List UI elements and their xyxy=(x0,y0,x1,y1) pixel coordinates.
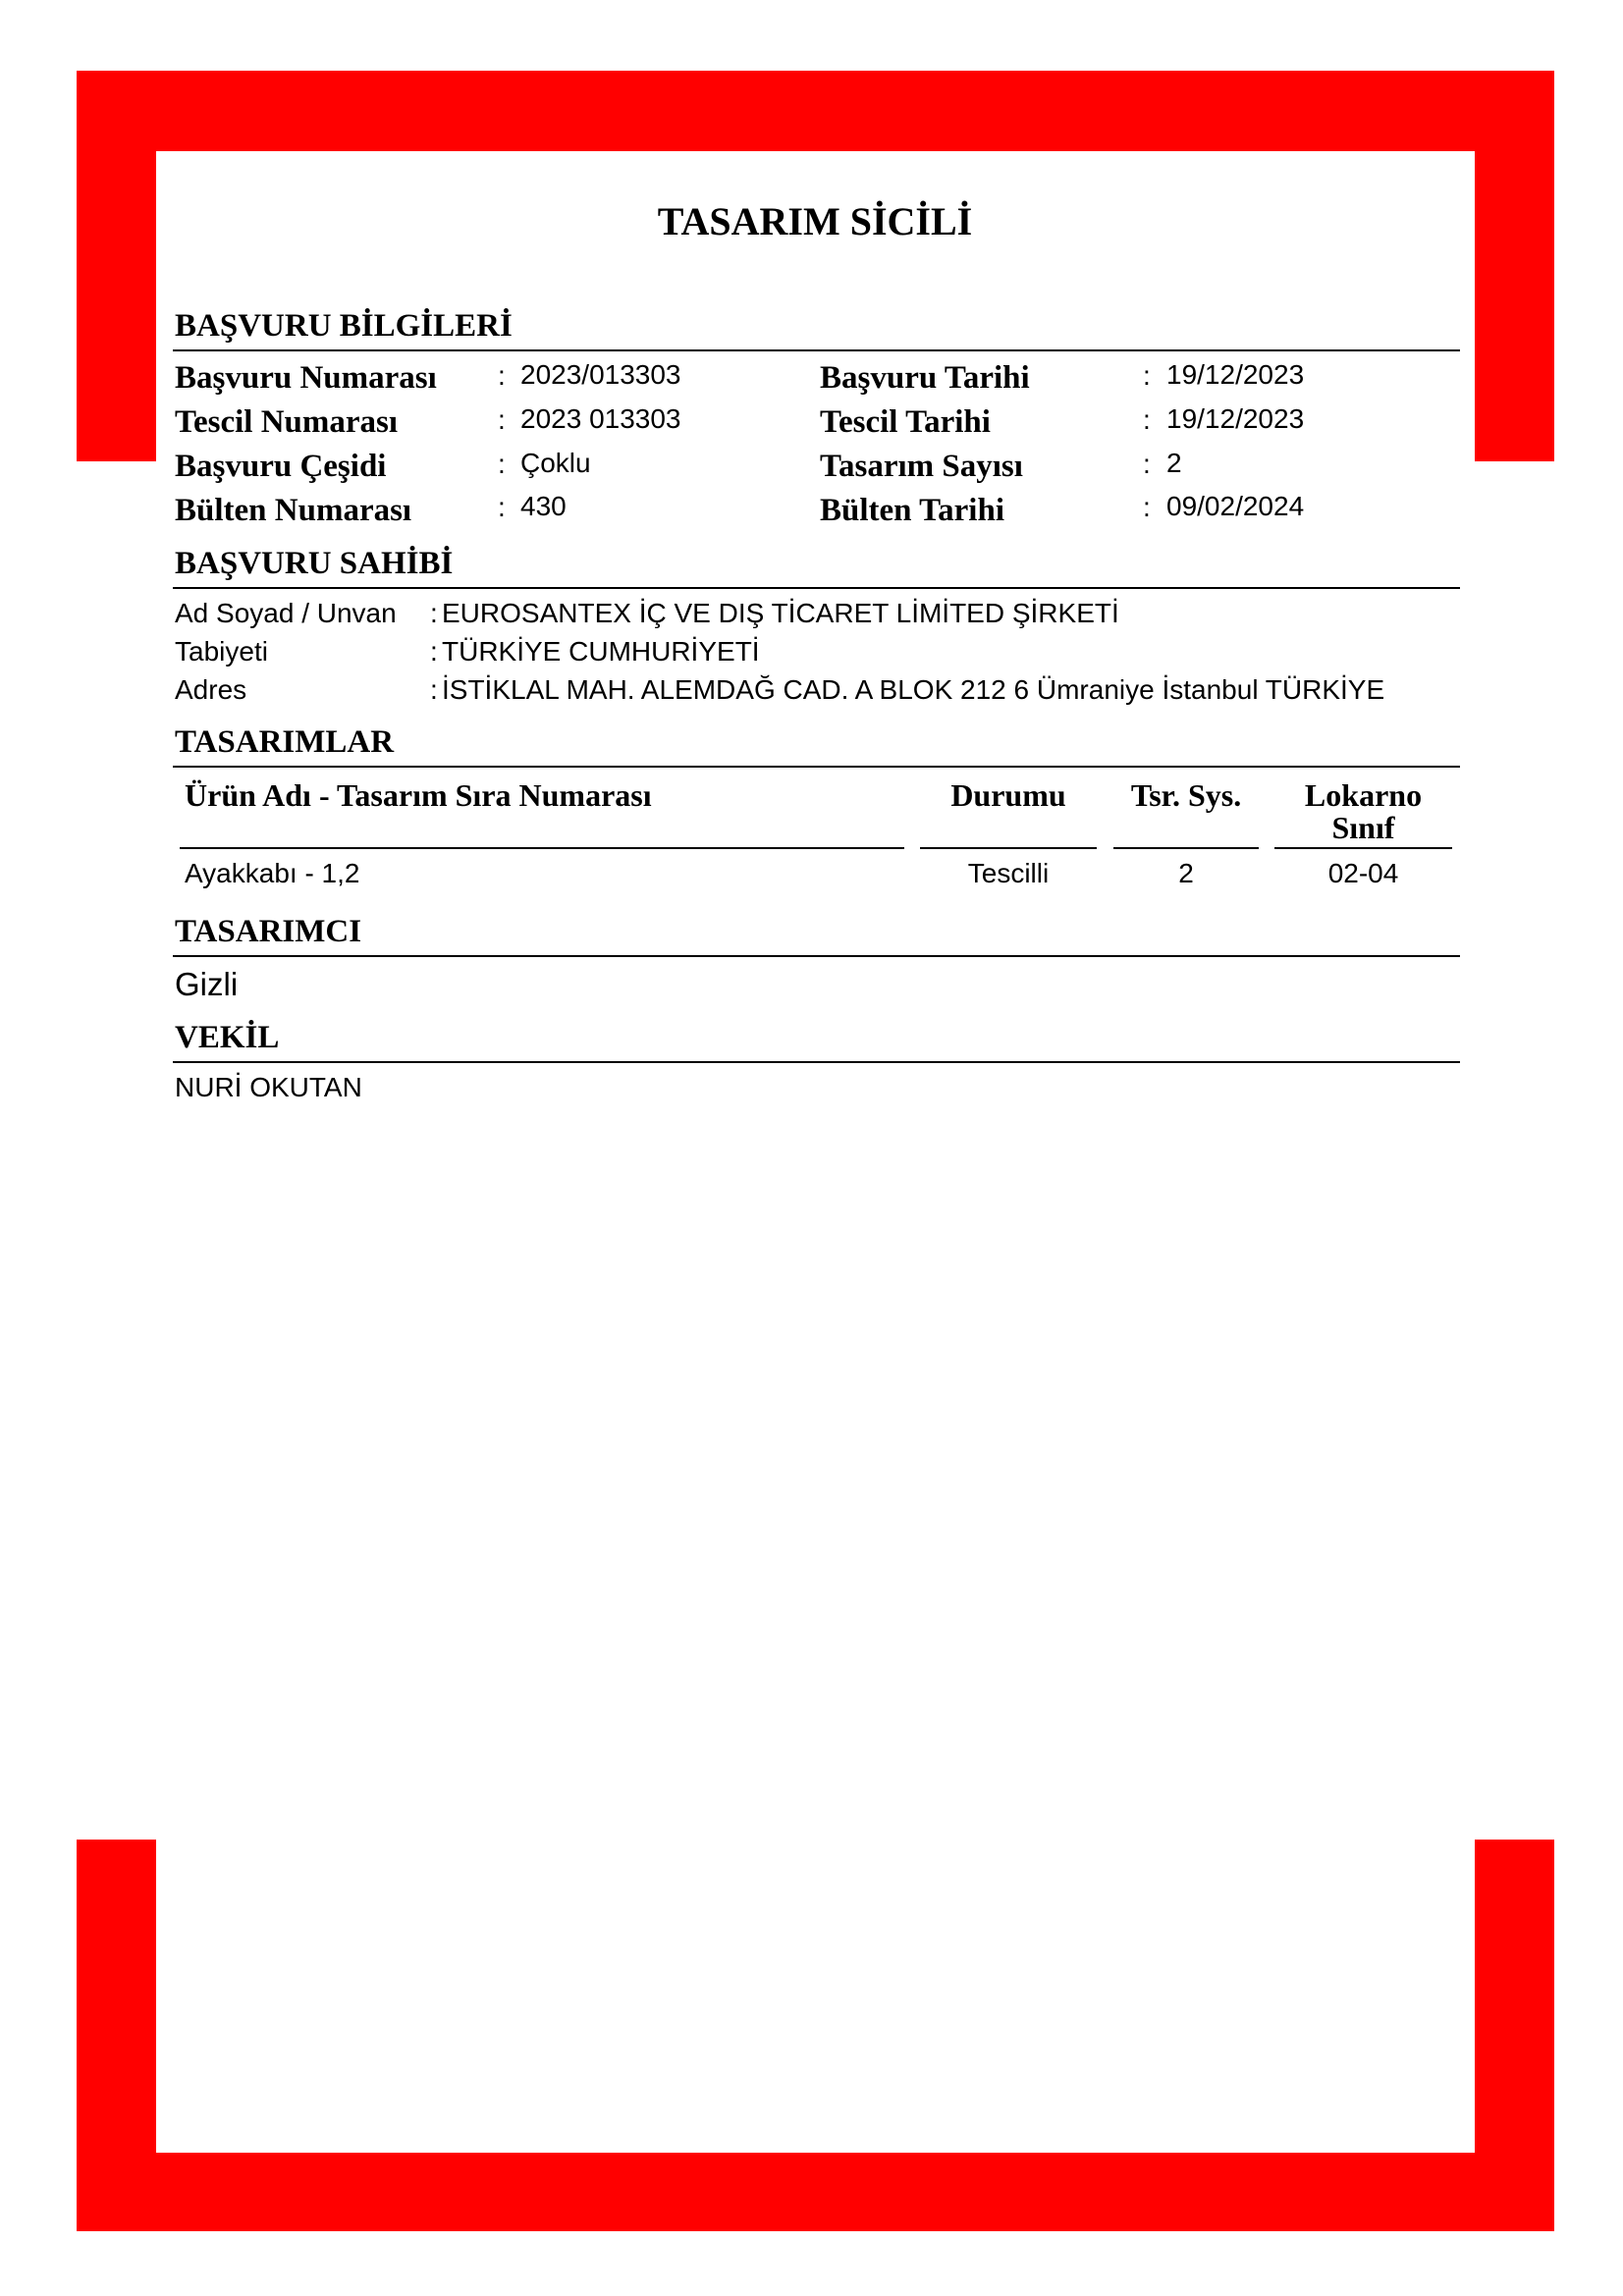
designer-heading: TASARIMCI xyxy=(175,914,362,949)
frame-bottom-bar xyxy=(77,2153,1554,2231)
attorney-value: NURİ OKUTAN xyxy=(175,1072,362,1102)
frame-top-left-leg xyxy=(77,71,156,461)
design-count-colon: : xyxy=(1143,449,1151,479)
designs-rule xyxy=(173,766,1460,768)
applicant-name-label: Ad Soyad / Unvan xyxy=(175,598,397,628)
application-date-colon: : xyxy=(1143,360,1151,391)
designs-col-locarno: Lokarno xyxy=(1304,777,1423,813)
design-count-value: 2 xyxy=(1166,448,1182,478)
designs-heading: TASARIMLAR xyxy=(175,724,395,760)
designs-col-product: Ürün Adı - Tasarım Sıra Numarası xyxy=(185,777,652,813)
attorney-heading: VEKİL xyxy=(175,1020,280,1055)
bulletin-date-value: 09/02/2024 xyxy=(1166,491,1305,521)
design-row-count: 2 xyxy=(1178,858,1194,888)
applicant-address-label: Adres xyxy=(175,674,247,705)
design-row-locarno: 02-04 xyxy=(1327,858,1399,888)
design-count-label: Tasarım Sayısı xyxy=(820,449,1023,484)
designs-col-status-underline xyxy=(920,847,1097,849)
document-title: TASARIM SİCİLİ xyxy=(657,199,973,243)
applicant-name-value: EUROSANTEX İÇ VE DIŞ TİCARET LİMİTED ŞİRKETİ xyxy=(442,598,1119,628)
frame-bottom-right-leg xyxy=(1475,1840,1554,2231)
applicant-nationality-value: TÜRKİYE CUMHURİYETİ xyxy=(442,636,760,667)
applicant-rule xyxy=(173,587,1460,589)
applicant-address-value: İSTİKLAL MAH. ALEMDAĞ CAD. A BLOK 212 6 Ümraniye İstanbul TÜRKİYE xyxy=(442,674,1385,705)
designs-col-locarno-underline xyxy=(1274,847,1452,849)
frame-top-right-leg xyxy=(1475,71,1554,461)
bulletin-date-label: Bülten Tarihi xyxy=(820,493,1004,528)
registration-date-value: 19/12/2023 xyxy=(1166,403,1305,434)
applicant-nationality-label: Tabiyeti xyxy=(175,636,268,667)
designer-value: Gizli xyxy=(175,966,239,1002)
attorney-rule xyxy=(173,1061,1460,1063)
bulletin-number-label: Bülten Numarası xyxy=(175,493,412,528)
applicant-address-colon: : xyxy=(430,674,438,705)
frame-top-bar xyxy=(77,71,1554,151)
application-info-heading: BAŞVURU BİLGİLERİ xyxy=(175,308,513,344)
application-number-label: Başvuru Numarası xyxy=(175,360,437,396)
design-row-status: Tescilli xyxy=(967,858,1050,888)
registration-number-value: 2023 013303 xyxy=(520,403,681,434)
bulletin-number-colon: : xyxy=(498,492,506,522)
frame-bottom-left-leg xyxy=(77,1840,156,2231)
bulletin-number-value: 430 xyxy=(520,491,567,521)
applicant-name-colon: : xyxy=(430,598,438,628)
application-type-value: Çoklu xyxy=(520,448,591,478)
designs-col-product-underline xyxy=(180,847,904,849)
application-number-colon: : xyxy=(498,360,506,391)
designs-col-locarno-class: Sınıf xyxy=(1331,810,1395,845)
application-number-value: 2023/013303 xyxy=(520,359,681,390)
application-date-label: Başvuru Tarihi xyxy=(820,360,1030,396)
registration-date-label: Tescil Tarihi xyxy=(820,404,991,440)
application-date-value: 19/12/2023 xyxy=(1166,359,1305,390)
designs-col-count: Tsr. Sys. xyxy=(1130,777,1242,813)
application-type-label: Başvuru Çeşidi xyxy=(175,449,387,484)
registration-date-colon: : xyxy=(1143,404,1151,435)
application-type-colon: : xyxy=(498,449,506,479)
designs-col-status: Durumu xyxy=(950,777,1066,813)
bulletin-date-colon: : xyxy=(1143,492,1151,522)
application-info-rule xyxy=(173,349,1460,351)
registration-number-colon: : xyxy=(498,404,506,435)
applicant-nationality-colon: : xyxy=(430,636,438,667)
applicant-heading: BAŞVURU SAHİBİ xyxy=(175,546,454,581)
design-row-product: Ayakkabı - 1,2 xyxy=(185,858,360,888)
designs-col-count-underline xyxy=(1113,847,1259,849)
designer-rule xyxy=(173,955,1460,957)
registration-number-label: Tescil Numarası xyxy=(175,404,399,440)
